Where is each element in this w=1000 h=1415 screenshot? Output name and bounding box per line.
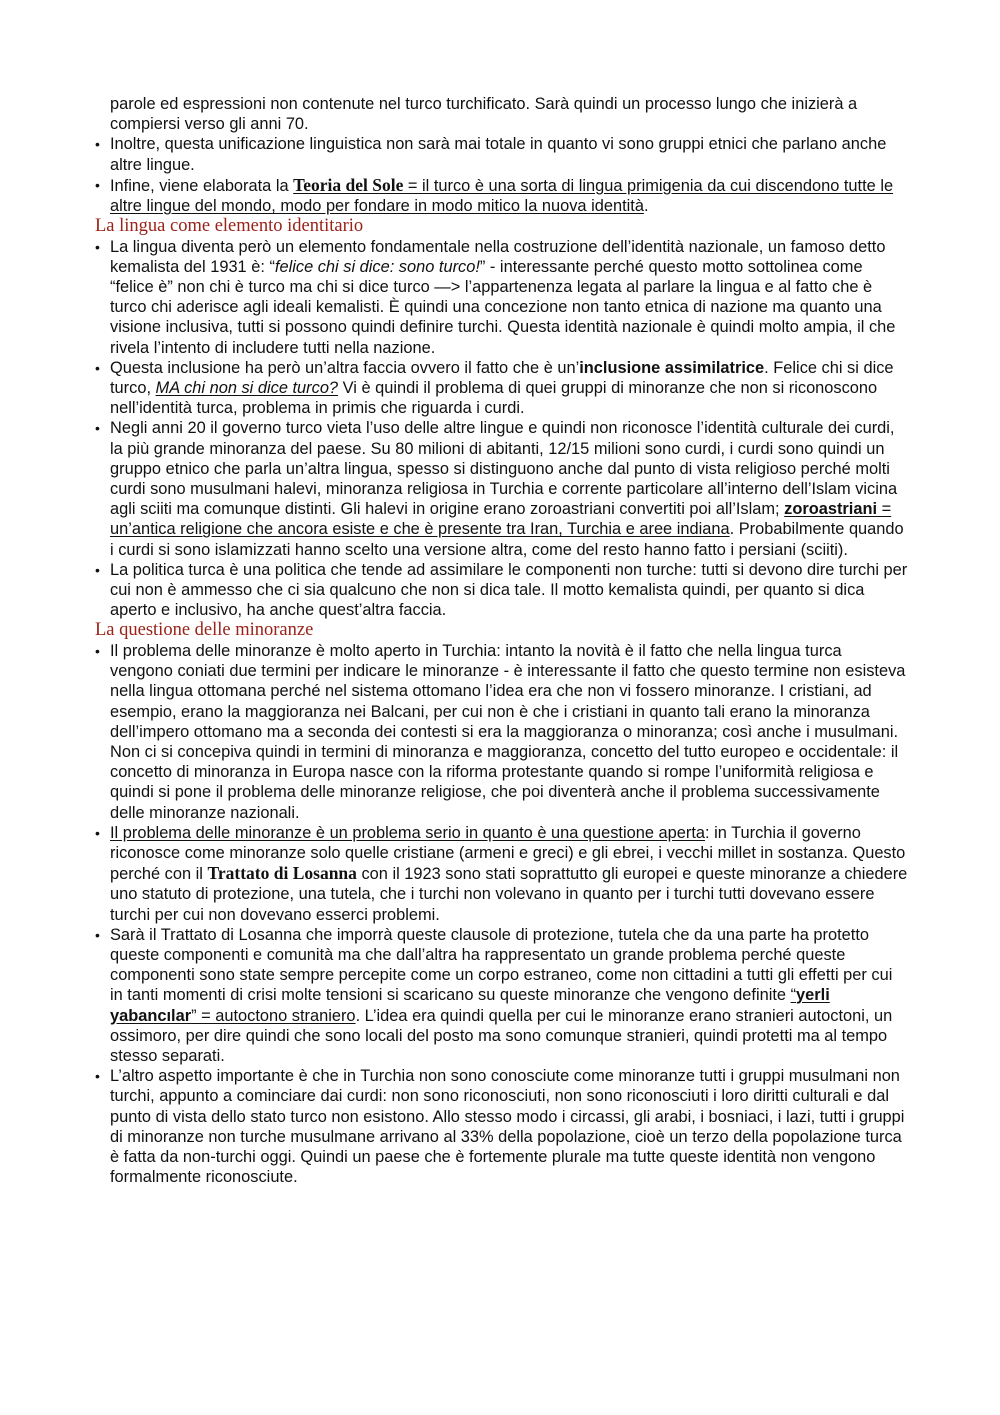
term-zoroastriani: zoroastriani xyxy=(784,500,878,519)
list-item xyxy=(95,358,908,419)
list-item xyxy=(95,925,908,1066)
paragraph-text: Inoltre, questa unificazione linguistica non sarà mai totale in quanto vi sono gruppi etnici che parlano anche altre lingue. xyxy=(110,135,887,174)
term-teoria-del-sole: Teoria del Sole xyxy=(293,174,404,195)
term-definition: = un’antica religione che ancora esiste e che è presente tra Iran, Turchia e aree indiana xyxy=(110,500,892,539)
term-definition: = il turco è una sorta di lingua primigenia da cui discendono tutte le altre lingue del mondo, modo per fondare in modo mitico la nuova identità xyxy=(110,176,894,216)
section-heading: La lingua come elemento identitario xyxy=(95,216,364,237)
paragraph-text: La lingua diventa però un elemento fondamentale nella costruzione dell’identità nazionale, un famoso detto kemalista del 1931 è: “ xyxy=(110,237,886,276)
term-yerli-yabancilar: yerli yabancılar xyxy=(110,986,830,1025)
list-item xyxy=(95,175,908,216)
paragraph-text: . xyxy=(643,197,649,216)
quote-mark: “ xyxy=(790,986,797,1005)
list-item xyxy=(95,237,908,358)
section-heading: La questione delle minoranze xyxy=(95,620,314,641)
paragraph-text: Sarà il Trattato di Losanna che imporrà queste clausole di protezione, tutela che da una parte ha protetto queste componenti e comunità ma che dall’altra ha rappresentato un grande problema perché queste componenti sono state sempre percepite come un corpo estraneo, come non cittadini a tutti gli effetti per cui in tanti momenti di crisi molte tensioni si scaricano su queste minoranze che vengono definite xyxy=(110,925,893,1005)
paragraph-text: . Probabilmente quando i curdi si sono islamizzati hanno scelto una versione altra, come del resto hanno fatto i persiani (sciiti). xyxy=(110,520,904,559)
paragraph-text: L’altro aspetto importante è che in Turchia non sono conosciute come minoranze tutti i gruppi musulmani non turchi, appunto a cominciare dai curdi: non sono riconosciuti, non sono riconosciuti i loro diritti culturali e dal punto di vista dello stato turco non esistono. Allo stesso modo i circassi, gli arabi, i bosniaci, i lazi, tutti i gruppi di minoranze non turche musulmane arrivano al 33% della popolazione, cioè un terzo della popolazione turca è fatta da non-turchi oggi. Quindi un paese che è fortemente plurale ma tutte queste identità non vengono formalmente riconosciute. xyxy=(110,1067,905,1187)
paragraph-text: Questa inclusione ha però un’altra faccia ovvero il fatto che è un’ xyxy=(110,358,580,377)
paragraph-text: . L’idea era quindi quella per cui le minoranze erano stranieri autoctoni, un ossimoro, per dire quindi che sono locali del posto ma sono comunque stranieri, quindi protetti ma al tempo stesso separati. xyxy=(110,1006,893,1065)
underlined-statement: Il problema delle minoranze è un problema serio in quanto è una questione aperta xyxy=(110,823,706,842)
list-item xyxy=(95,823,908,925)
paragraph-text: Negli anni 20 il governo turco vieta l’uso delle altre lingue e quindi non riconosce l’identità culturale dei curdi, la più grande minoranza del paese. Su 80 milioni di abitanti, 12/15 milioni sono curdi, i curdi sono quindi un gruppo etnico che parla un’altra lingua, spesso si distinguono anche dal punto di vista religioso perché molti curdi sono musulmani halevi, minoranza religiosa in Turchia e corrente particolare all’interno dell’Islam vicina agli sciiti ma comunque distinti. Gli halevi in origine erano zoroastriani convertiti poi all’Islam; xyxy=(110,419,898,519)
paragraph-text: Vi è quindi il problema di quei gruppi di minoranze che non si riconoscono nell’identità turca, problema in primis che riguarda i curdi. xyxy=(110,379,878,418)
paragraph-text: con il 1923 sono stati soprattutto gli europei e queste minoranze a chiedere uno statuto di protezione, una tutela, che i turchi non volevano in quanto per i turchi tutti dovevano essere turchi per cui non dovevano esserci problemi. xyxy=(110,865,908,924)
paragraph-text: La politica turca è una politica che tende ad assimilare le componenti non turche: tutti si devono dire turchi per cui non è ammesso che ci sia qualcuno che non si dica tale. Il motto kemalista quindi, per quanto si dica aperto e inclusivo, ha anche quest’altra faccia. xyxy=(110,560,908,620)
list-item xyxy=(95,1066,908,1187)
list-item xyxy=(95,641,908,823)
paragraph-text: ” - interessante perché questo motto sottolinea come “felice è” non chi è turco ma chi si dice turco —> l’appartenenza legata al parlare la lingua e al fatto che è turco chi aderisce agli ideali kemalisti. È quindi una concezione non tanto etnica di nazione ma quanto una visione inclusiva, tutti si possono quindi definire turchi. Questa identità nazionale è quindi molto ampia, il che rivela l’intento di includere tutti nella nazione. xyxy=(110,257,896,357)
term-definition: ” = autoctono straniero xyxy=(191,1006,356,1025)
continued-paragraph xyxy=(95,94,908,134)
list-item xyxy=(95,560,908,621)
term-trattato-di-losanna: Trattato di Losanna xyxy=(207,863,357,884)
quote-text: felice chi si dice: sono turco! xyxy=(274,257,480,276)
paragraph-text: . Felice chi si dice turco, xyxy=(110,358,894,398)
paragraph-text: parole ed espressioni non contenute nel turco turchificato. Sarà quindi un processo lungo che inizierà a compiersi verso gli anni 70. xyxy=(110,95,858,134)
list-item xyxy=(95,134,908,174)
underlined-question: MA chi non si dice turco? xyxy=(155,379,339,398)
bold-term: inclusione assimilatrice xyxy=(579,358,765,377)
paragraph-text: Infine, viene elaborata la xyxy=(110,176,294,195)
list-item xyxy=(95,418,908,559)
paragraph-text: Il problema delle minoranze è molto aperto in Turchia: intanto la novità è il fatto che nella lingua turca vengono coniati due termini per indicare le minoranze - è interessante il fatto che questo termine non esisteva nella lingua ottomana perché nel sistema ottomano l’idea era che non vi fossero minoranze. I cristiani, ad esempio, erano la maggioranza nei Balcani, per cui non è che i cristiani in quanto tali erano la minoranza dell’impero ottomano ma a seconda dei contesti si era la maggioranza o minoranza; così anche i musulmani. Non ci si concepiva quindi in termini di minoranza e maggioranza, concetto del tutto europeo e occidentale: il concetto di minoranza in Europa nasce con la riforma protestante quando si rompe l’uniformità religiosa e quindi si pone il problema delle minoranze religiose, che poi diventerà anche il problema successivamente delle minoranze nazionali. xyxy=(110,641,906,822)
paragraph-text: : in Turchia il governo riconosce come minoranze solo quelle cristiane (armeni e greci) e gli ebrei, i vecchi millet in sostanza. Questo perché con il xyxy=(110,823,906,884)
